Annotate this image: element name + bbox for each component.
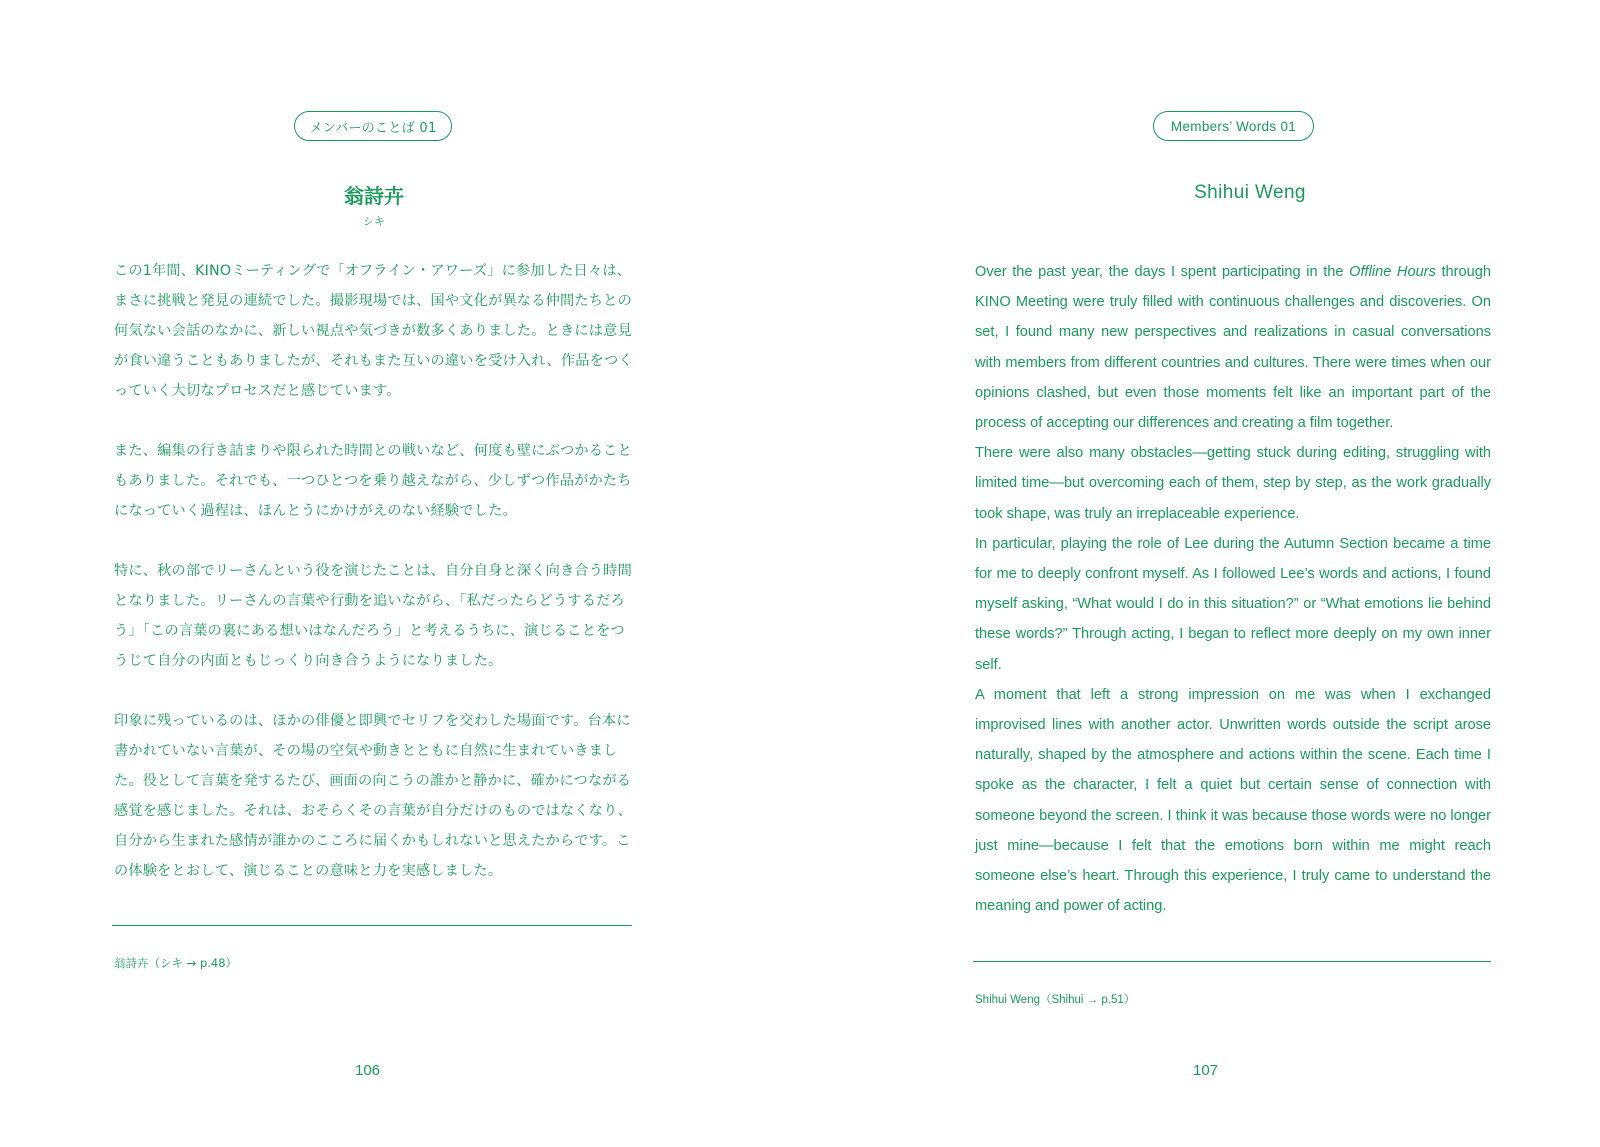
section-tag: Members’ Words 01 bbox=[1153, 111, 1314, 141]
body-paragraph: この1年間、KINOミーティングで「オフライン・アワーズ」に参加した日々は、まさに挑戦と発見の連続でした。撮影現場では、国や文化が異なる仲間たちとの何気ない会話のなかに、新しい視点や気づきが数多くありました。ときには意見が食い違うこともありましたが、それもまた互いの違いを受け入れ、作品をつくっていく大切なプロセスだと感じています。 bbox=[114, 263, 633, 399]
work-title: Offline Hours bbox=[1349, 264, 1436, 280]
body-text bbox=[114, 256, 634, 886]
member-name-reading: シキ bbox=[363, 215, 385, 228]
body-text bbox=[975, 257, 1491, 921]
body-paragraph: A moment that left a strong impression on me was when I exchanged improvised lines with another actor. Unwritten words outside the script arose naturally, shaped by the atmosphere and actions within the scene. Each time I spoke as the character, I felt a quiet but certain sense of connection with someone beyond the screen. I think it was because those words were no longer just mine—because I felt that the emotions born within me might reach someone else’s heart. Through this experience, I truly came to understand the meaning and power of acting. bbox=[975, 686, 1491, 915]
divider bbox=[112, 925, 632, 926]
left-page bbox=[0, 0, 760, 1147]
body-paragraph: 特に、秋の部でリーさんという役を演じたことは、自分自身と深く向き合う時間となりました。リーさんの言葉や行動を追いながら、「私だったらどうするだろう」「この言葉の裏にある想いはなんだろう」と考えるうちに、演じることをつうじて自分の内面ともじっくり向き合うようになりました。 bbox=[114, 563, 632, 669]
member-name: 翁詩卉 bbox=[344, 184, 404, 208]
credit-line: 翁詩卉（シキ → p.48） bbox=[114, 956, 238, 970]
divider bbox=[973, 961, 1491, 962]
credit-line: Shihui Weng（Shihui → p.51） bbox=[975, 994, 1136, 1006]
body-paragraph: In particular, playing the role of Lee during the Autumn Section became a time for me to deeply confront myself. As I followed Lee’s words and actions, I found myself asking, “What would I do in this situation?” or “What emotions lie behind these words?” Through acting, I began to reflect more deeply on my own inner self. bbox=[975, 535, 1491, 673]
page-number: 107 bbox=[1193, 1062, 1219, 1079]
body-text-span: Over the past year, the days I spent participating in the bbox=[975, 264, 1350, 280]
member-name: Shihui Weng bbox=[1194, 182, 1306, 203]
body-text-span: through KINO Meeting were truly filled with continuous challenges and discoveries. On set, I found many new perspectives and realizations in casual conversations with members from different countries and cultures. There were times when our opinions clashed, but even those moments felt like an important part of the process of accepting our differences and creating a film together. bbox=[975, 264, 1491, 432]
right-page bbox=[800, 0, 1600, 1147]
body-paragraph: There were also many obstacles—getting stuck during editing, struggling with limited time—but overcoming each of them, step by step, as the work gradually took shape, was truly an irreplaceable experience. bbox=[975, 445, 1491, 522]
body-paragraph: 印象に残っているのは、ほかの俳優と即興でセリフを交わした場面です。台本に書かれていない言葉が、その場の空気や動きとともに自然に生まれていきました。役として言葉を発するたび、画面の向こうの誰かと静かに、確かにつながる感覚を感じました。それは、おそらくその言葉が自分だけのものではなくなり、自分から生まれた感情が誰かのこころに届くかもしれないと思えたからです。この体験をとおして、演じることの意味と力を実感しました。 bbox=[114, 713, 632, 879]
body-paragraph bbox=[975, 257, 1491, 438]
page-number: 106 bbox=[355, 1062, 381, 1079]
section-tag: メンバーのことば 01 bbox=[294, 111, 452, 141]
body-paragraph: また、編集の行き詰まりや限られた時間との戦いなど、何度も壁にぶつかることもありました。それでも、一つひとつを乗り越えながら、少しずつ作品がかたちになっていく過程は、ほんとうにかけがえのない経験でした。 bbox=[114, 443, 632, 519]
